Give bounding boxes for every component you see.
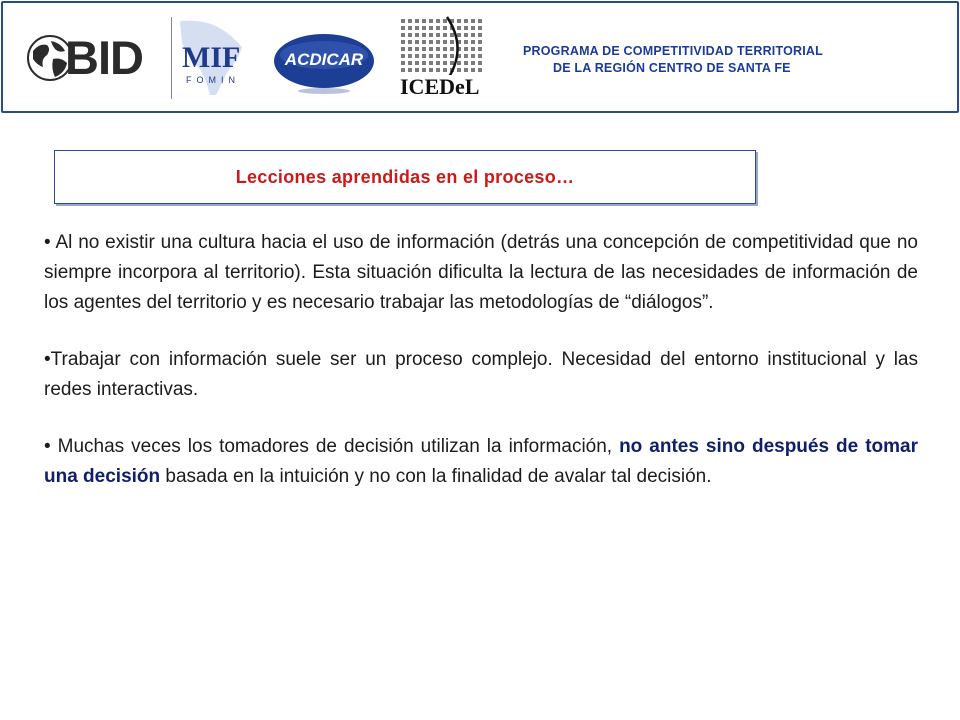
icedel-logo (395, 15, 491, 101)
bullet-icon: • (44, 436, 51, 457)
list-item-text-end: basada en la intuición y no con la finalidad de avalar tal decisión. (160, 466, 712, 487)
icedel-logo-text: ICEDeL (397, 75, 482, 99)
lessons-list (44, 228, 918, 519)
acdicar-logo-text: ACDICAR (284, 50, 364, 69)
list-item (44, 345, 918, 405)
acdicar-logo (273, 31, 375, 95)
bid-logo-text: BID (65, 31, 143, 84)
slide-title: Lecciones aprendidas en el proceso… (235, 166, 575, 187)
list-item-text: Muchas veces los tomadores de decisión utilizan la información, (50, 436, 620, 457)
list-item-text: Trabajar con información suele ser un proceso complejo. Necesidad del entorno institucional y las redes interactivas. (44, 349, 918, 400)
program-title (481, 43, 921, 77)
mif-logo (171, 17, 254, 99)
mif-logo-text: MIF (182, 41, 241, 74)
program-title-line2: DE LA REGIÓN CENTRO DE SANTA FE (553, 61, 791, 75)
bid-logo (25, 33, 147, 83)
program-title-line1: PROGRAMA DE COMPETITIVIDAD TERRITORIAL (523, 44, 823, 58)
bullet-icon: • (44, 232, 51, 253)
list-item (44, 432, 918, 492)
fomin-logo-text: FOMIN (186, 75, 240, 85)
slide-title-box (54, 150, 756, 204)
list-item-text: Al no existir una cultura hacia el uso de información (detrás una concepción de competitividad que no siempre incorpora al territorio). Esta situación dificulta la lectura de las necesidades de información de los agentes del territorio y es necesario trabajar las metodologías de “diálogos”. (44, 232, 918, 313)
header-banner (1, 1, 959, 113)
list-item-emphasis: no antes sino después de tomar una decisión (44, 436, 918, 487)
list-item (44, 228, 918, 318)
bullet-icon: • (44, 349, 51, 370)
